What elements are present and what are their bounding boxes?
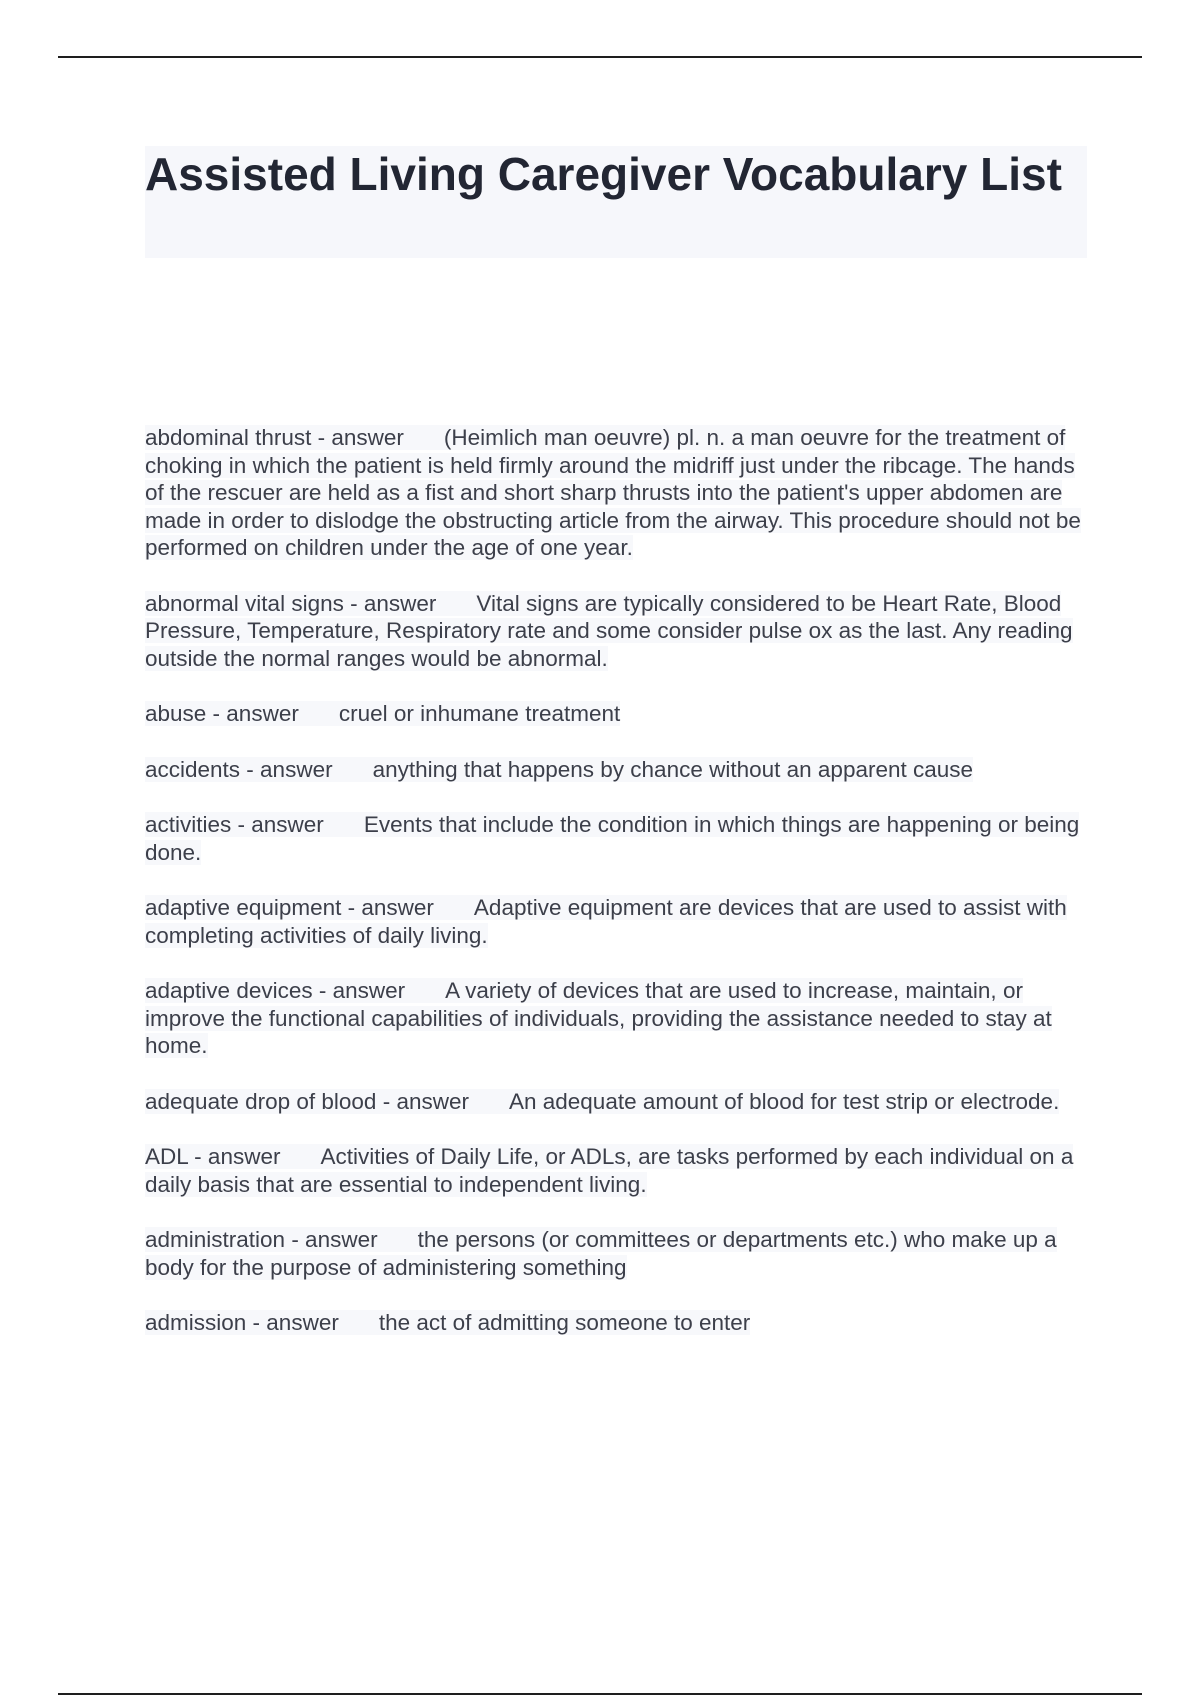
vocabulary-list	[145, 424, 1095, 1365]
vocab-entry	[145, 1309, 1095, 1337]
vocab-definition: the act of admitting someone to enter	[378, 1310, 751, 1335]
vocab-definition: An adequate amount of blood for test strip or electrode.	[508, 1088, 1060, 1114]
vocab-entry	[145, 756, 1095, 784]
vocab-definition: Activities of Daily Life, or ADLs, are tasks performed by each individual on a daily basis that are essential to independent living.	[145, 1144, 1074, 1197]
vocab-term: activities - answer	[145, 812, 324, 837]
vocab-term: admission - answer	[145, 1310, 339, 1335]
vocab-term: ADL - answer	[145, 1144, 281, 1169]
vocab-definition: Adaptive equipment are devices that are used to assist with completing activities of daily living.	[145, 895, 1067, 948]
vocab-term: abnormal vital signs - answer	[145, 590, 437, 616]
vocab-entry	[145, 1143, 1095, 1198]
vocab-entry	[145, 977, 1095, 1060]
vocab-definition: (Heimlich man oeuvre) pl. n. a man oeuvre for the treatment of choking in which the patient is held firmly around the midriff just under the ribcage. The hands of the rescuer are held as a fist and short sharp thrusts into the patient's upper abdomen are made in order to dislodge the obstructing article from the airway. This procedure should not be performed on children under the age of one year.	[145, 425, 1081, 560]
vocab-term: abuse - answer	[145, 701, 299, 726]
page-title: Assisted Living Caregiver Vocabulary List	[145, 148, 1062, 200]
vocab-definition: A variety of devices that are used to increase, maintain, or improve the functional capabilities of individuals, providing the assistance needed to stay at home.	[145, 978, 1052, 1058]
vocab-entry	[145, 1088, 1095, 1116]
vocab-definition: cruel or inhumane treatment	[338, 701, 621, 726]
vocab-entry	[145, 1226, 1095, 1281]
vocab-entry	[145, 590, 1095, 673]
title-block	[145, 146, 1087, 258]
vocab-term: abdominal thrust - answer	[145, 425, 404, 450]
vocab-term: accidents - answer	[145, 756, 333, 782]
header-rule	[58, 56, 1142, 58]
vocab-entry	[145, 811, 1095, 866]
vocab-term: administration - answer	[145, 1227, 378, 1252]
vocab-definition: Events that include the condition in which things are happening or being done.	[145, 812, 1080, 865]
vocab-term: adequate drop of blood - answer	[145, 1088, 469, 1114]
vocab-term: adaptive devices - answer	[145, 978, 406, 1003]
footer-rule	[58, 1693, 1142, 1695]
vocab-entry	[145, 424, 1095, 562]
vocab-definition: anything that happens by chance without an apparent cause	[372, 756, 974, 782]
vocab-entry	[145, 894, 1095, 949]
vocab-definition: Vital signs are typically considered to be Heart Rate, Blood Pressure, Temperature, Respiratory rate and some consider pulse ox as the last. Any reading outside the normal ranges would be abnormal.	[145, 590, 1073, 671]
vocab-term: adaptive equipment - answer	[145, 895, 434, 920]
vocab-definition: the persons (or committees or departments etc.) who make up a body for the purpose of administering something	[145, 1227, 1057, 1280]
vocab-entry	[145, 700, 1095, 728]
